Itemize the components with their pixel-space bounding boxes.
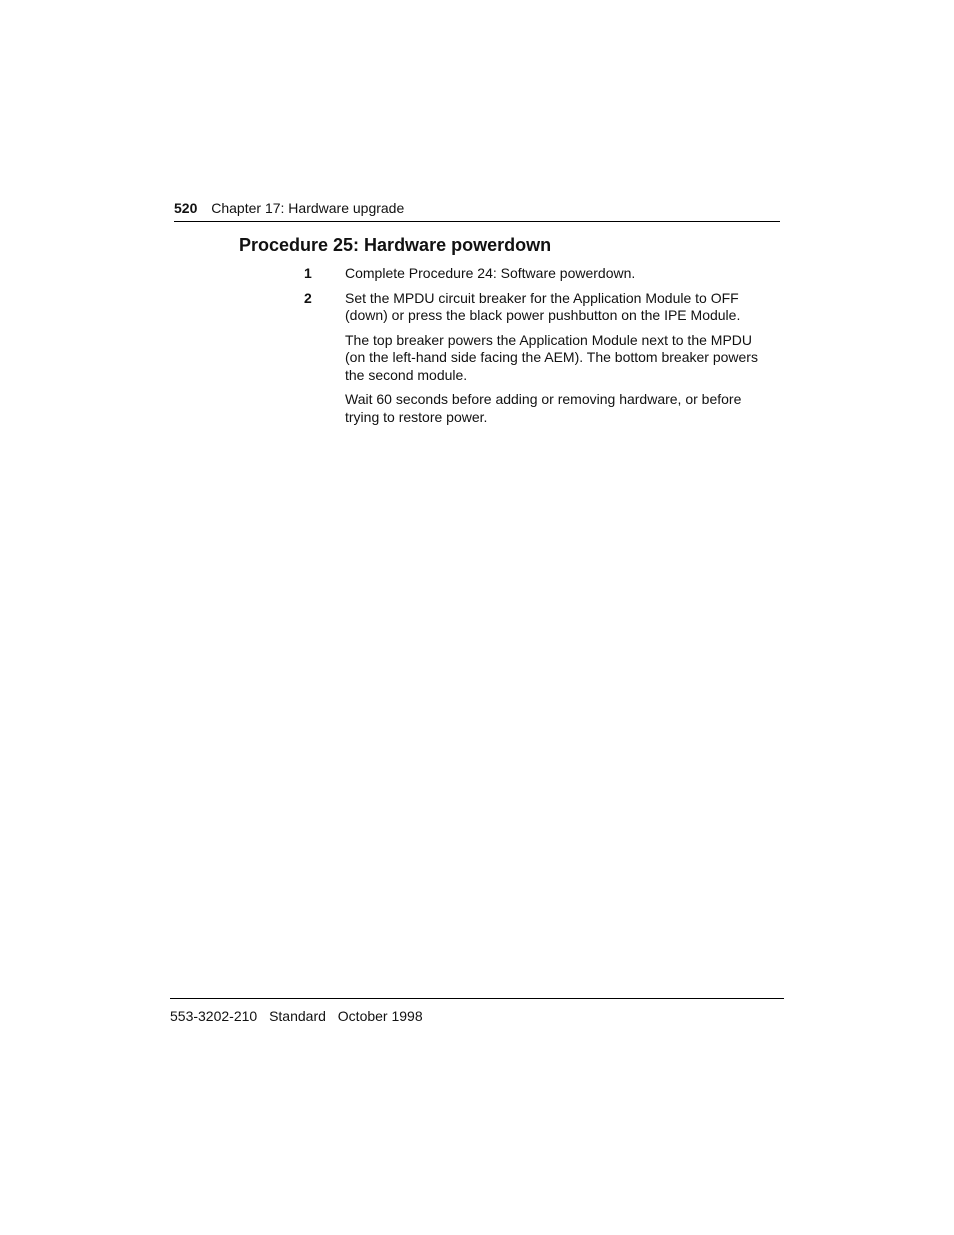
procedure-steps: [304, 265, 774, 433]
procedure-step-1: [304, 265, 774, 283]
procedure-title: Procedure 25: Hardware powerdown: [239, 235, 552, 255]
step-number: 1: [304, 265, 312, 281]
page-header: [174, 199, 780, 222]
document-number: 553-3202-210: [170, 1008, 258, 1024]
chapter-title: Chapter 17: Hardware upgrade: [211, 200, 405, 216]
step-note: The top breaker powers the Application Module next to the MPDU (on the left-hand side facing the AEM). The bottom breaker powers the second module.: [345, 331, 758, 383]
page-number: 520: [174, 200, 198, 216]
document-date: October 1998: [337, 1008, 423, 1024]
step-text: Complete Procedure 24: Software powerdown.: [345, 265, 636, 281]
procedure-step-2: [304, 290, 774, 427]
document-standard: Standard: [269, 1008, 326, 1024]
step-note: Wait 60 seconds before adding or removing hardware, or before trying to restore power.: [345, 391, 742, 425]
step-number: 2: [304, 289, 312, 306]
step-text: Set the MPDU circuit breaker for the Application Module to OFF (down) or press the black power pushbutton on the IPE Module.: [345, 289, 741, 323]
page-footer: [170, 998, 784, 1025]
